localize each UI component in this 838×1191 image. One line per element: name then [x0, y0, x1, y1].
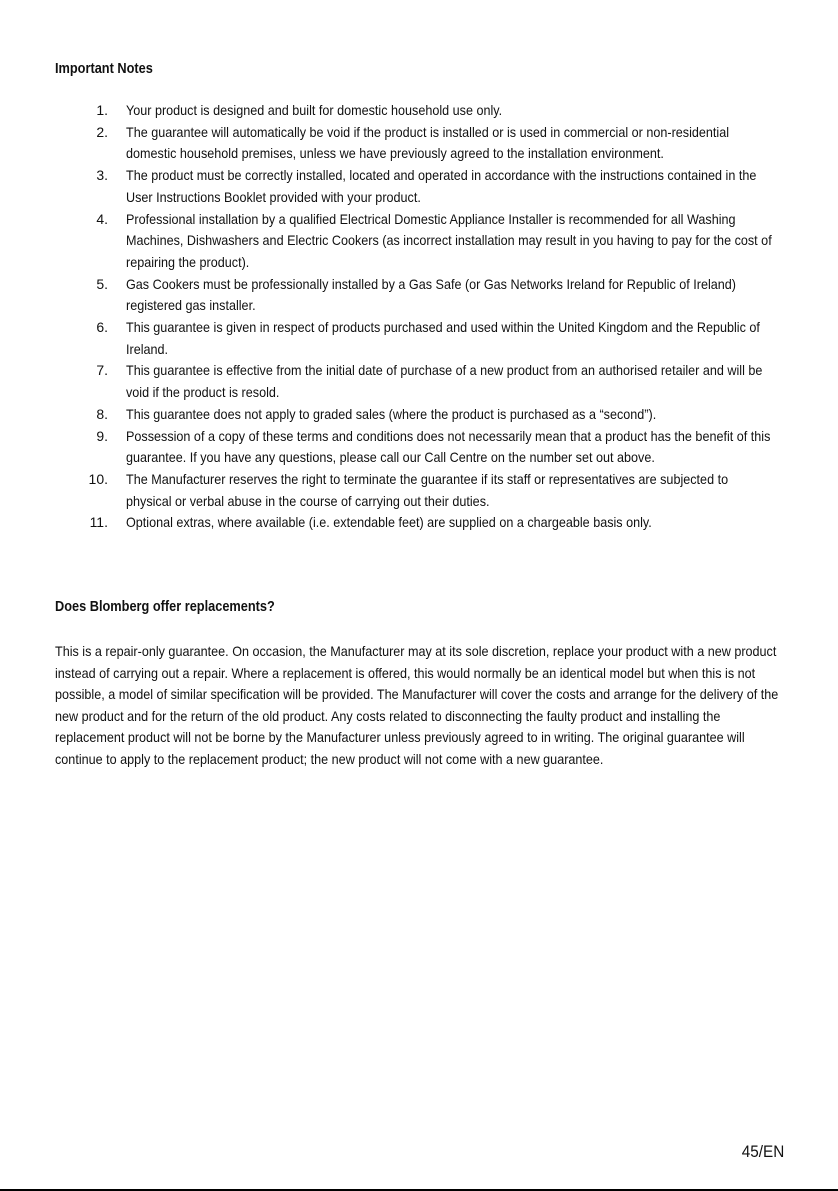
note-text: Possession of a copy of these terms and conditions does not necessarily mean that a product has the benefit of this guarantee. If you have any questions, please call our Call Centre on the number set out above. [126, 427, 771, 466]
note-text: Your product is designed and built for domestic household use only. [126, 102, 503, 118]
note-number: 11. [89, 514, 108, 531]
note-item-4 [0, 209, 838, 274]
note-item-5 [0, 274, 838, 317]
note-text: Optional extras, where available (i.e. extendable feet) are supplied on a chargeable basis only. [126, 514, 652, 531]
note-number: 4. [96, 210, 108, 227]
note-item-3 [0, 165, 838, 208]
replacements-heading: Does Blomberg offer replacements? [55, 599, 275, 615]
note-item-8 [0, 404, 838, 426]
page-number: 45/EN [741, 1142, 784, 1161]
important-notes-heading: Important Notes [55, 61, 153, 77]
note-text: The guarantee will automatically be void if the product is installed or is used in commercial or non-residential domestic household premises, unless we have previously agreed to the installation environment. [126, 123, 729, 162]
note-text: Gas Cookers must be professionally installed by a Gas Safe (or Gas Networks Ireland for Republic of Ireland) registered gas installer. [126, 275, 736, 314]
note-number: 9. [96, 427, 108, 444]
note-item-9 [0, 426, 838, 469]
note-number: 10. [88, 470, 108, 487]
note-number: 2. [96, 123, 108, 140]
note-number: 8. [96, 405, 108, 422]
note-text: Professional installation by a qualified Electrical Domestic Appliance Installer is recommended for all Washing Machines, Dishwashers and Electric Cookers (as incorrect installation may result in you having to pay for the cost of repairing the product). [126, 210, 772, 270]
note-text: The Manufacturer reserves the right to terminate the guarantee if its staff or representatives are subjected to physical or verbal abuse in the course of carrying out their duties. [126, 470, 729, 509]
important-notes-list [0, 100, 838, 534]
note-item-2 [0, 122, 838, 165]
note-text: This guarantee is given in respect of products purchased and used within the United Kingdom and the Republic of Ireland. [126, 319, 760, 357]
note-text: The product must be correctly installed, located and operated in accordance with the instructions contained in the User Instructions Booklet provided with your product. [126, 167, 757, 205]
note-number: 1. [96, 102, 108, 118]
note-number: 3. [96, 167, 108, 184]
note-number: 5. [96, 275, 108, 292]
note-item-10 [0, 469, 838, 512]
note-item-11 [0, 512, 838, 534]
note-number: 6. [96, 319, 108, 336]
note-number: 7. [96, 362, 108, 379]
note-text: This guarantee does not apply to graded sales (where the product is purchased as a “second”). [126, 405, 657, 422]
replacements-paragraph: This is a repair-only guarantee. On occasion, the Manufacturer may at its sole discretion, replace your product with a new product instead of carrying out a repair. Where a replacement is offered, this would normally be an identical model but when this is not possible, a model of similar specification will be provided. The Manufacturer will cover the costs and arrange for the delivery of the new product and for the return of the old product. Any costs related to disconnecting the faulty product and installing the replacement product will not be borne by the Manufacturer unless previously agreed to in writing. The original guarantee will continue to apply to the replacement product; the new product will not come with a new guarantee. [55, 643, 779, 767]
note-item-7 [0, 360, 838, 403]
note-item-6 [0, 317, 838, 360]
note-text: This guarantee is effective from the initial date of purchase of a new product from an authorised retailer and will be void if the product is resold. [126, 362, 763, 401]
note-item-1 [0, 100, 838, 122]
